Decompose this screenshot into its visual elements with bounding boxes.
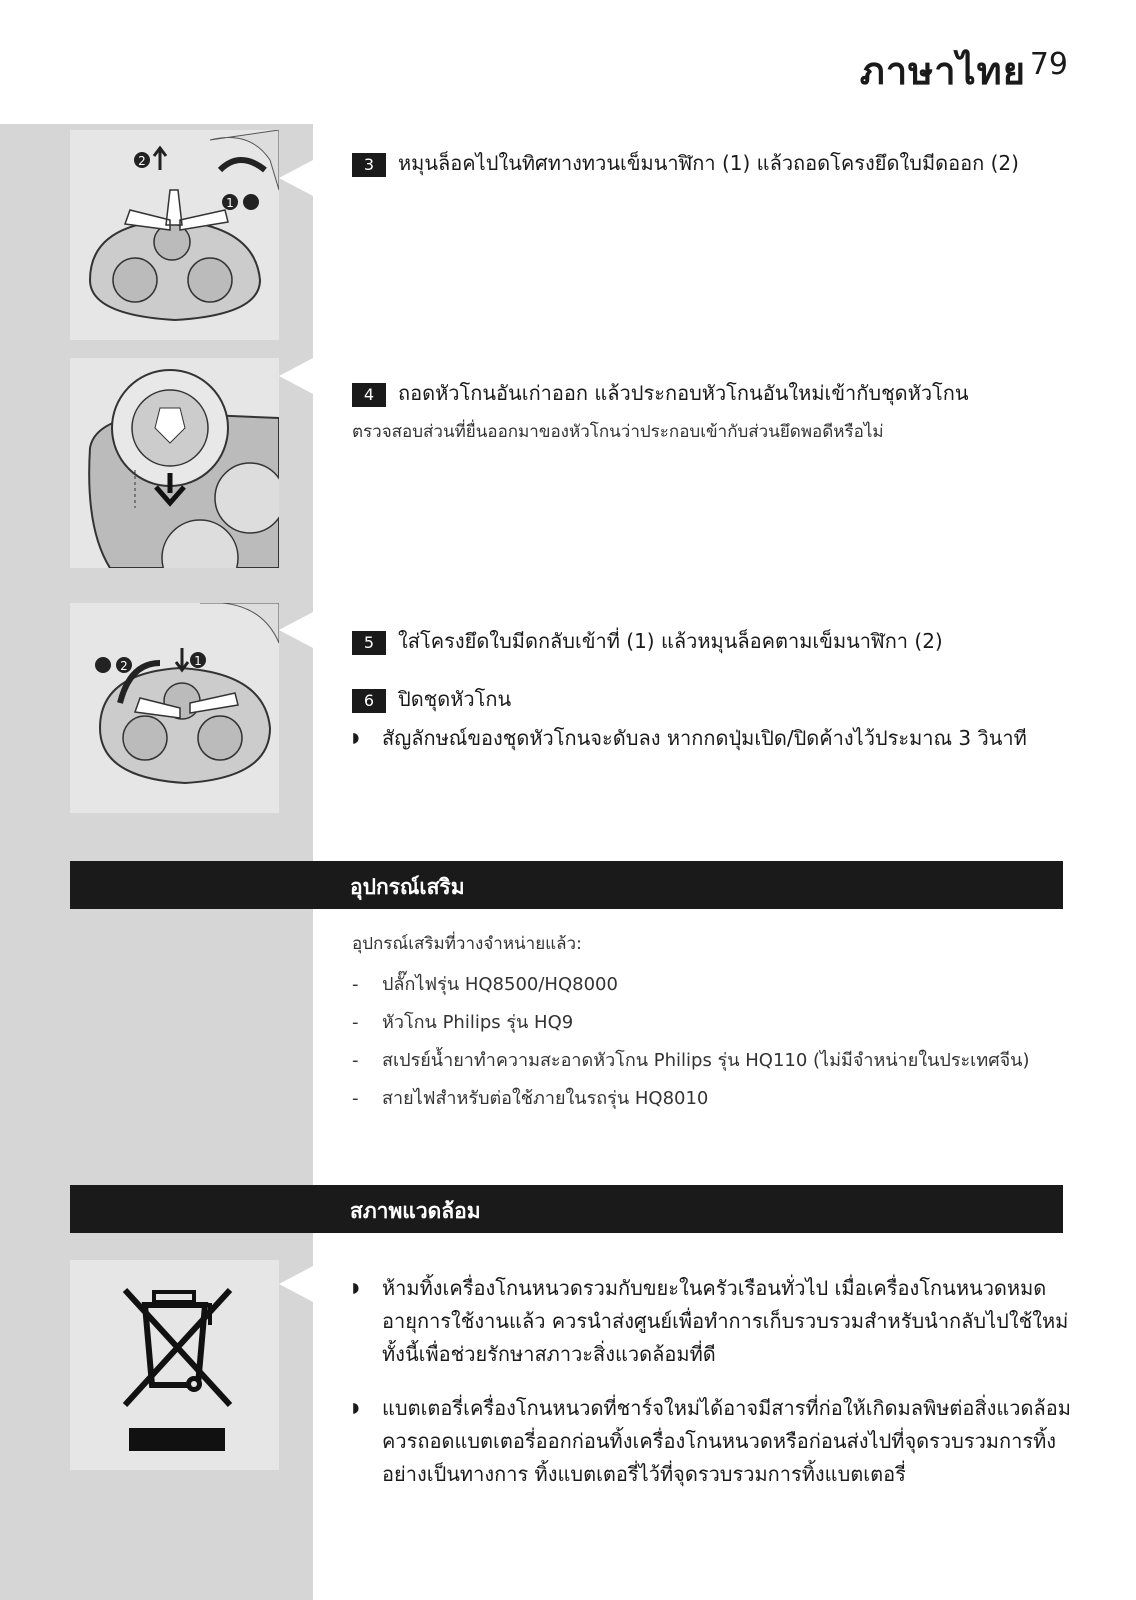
environment-heading-bar	[70, 1185, 1063, 1233]
bullet-icon: ◗	[352, 730, 360, 746]
environment-heading: สภาพแวดล้อม	[350, 1199, 481, 1223]
page-number: 79	[1029, 47, 1068, 82]
lock-icon	[95, 657, 111, 673]
accessories-heading: อุปกรณ์เสริม	[350, 875, 465, 899]
step-3	[352, 148, 1019, 178]
bullet-icon: ◗	[352, 1400, 360, 1416]
pointer-arrow-1	[279, 160, 313, 196]
environment-bullet-2: ◗ แบตเตอรี่เครื่องโกนหนวดที่ชาร์จใหม่ได้อาจมีสารที่ก่อให้เกิดมลพิษต่อสิ่งแวดล้อม ควรถอดแบตเตอรี่ออกก่อนทิ้งเครื่องโกนหนวดหรือก่อนส่งไปที่จุดรวบรวมการทิ้งอย่างเป็นทางการ ทิ้งแบตเตอรี่ไว้ที่จุดรวบรวมการทิ้งแบตเตอรี่	[352, 1392, 1072, 1491]
pointer-arrow-2	[279, 358, 313, 394]
list-item: - สายไฟสำหรับต่อใช้ภายในรถรุ่น HQ8010	[352, 1088, 709, 1109]
label-1: 1	[194, 654, 202, 668]
illustration-replace-head	[70, 358, 279, 568]
step-text: ถอดหัวโกนอันเก่าออก แล้วประกอบหัวโกนอันใหม่เข้ากับชุดหัวโกน	[398, 381, 969, 405]
page-language-title: ภาษาไทย	[859, 49, 1026, 93]
pointer-arrow-3	[279, 612, 313, 648]
crossed-out-bin-icon	[70, 1260, 279, 1470]
list-item: - ปลั๊กไฟรุ่น HQ8500/HQ8000	[352, 974, 618, 995]
bullet-icon: ◗	[352, 1280, 360, 1296]
accessories-list	[352, 966, 1052, 1118]
shaver-head-unlock-illustration	[70, 130, 279, 340]
step-5	[352, 626, 943, 656]
step-4	[352, 378, 969, 408]
label-2: 2	[138, 154, 146, 168]
environment-bullet-1: ◗ ห้ามทิ้งเครื่องโกนหนวดรวมกับขยะในครัวเรือนทั่วไป เมื่อเครื่องโกนหนวดหมดอายุการใช้งานแล้ว ควรนำส่งศูนย์เพื่อทำการเก็บรวบรวมสำหรับนำกลับไปใช้ใหม่ ทั้งนี้เพื่อช่วยรักษาสภาวะสิ่งแวดล้อมที่ดี	[352, 1272, 1072, 1371]
step-4-note: ตรวจสอบส่วนที่ยื่นออกมาของหัวโกนว่าประกอบเข้ากับส่วนยึดพอดีหรือไม่	[352, 422, 884, 442]
step-number: 5	[352, 631, 386, 655]
step-6-result: ◗ สัญลักษณ์ของชุดหัวโกนจะดับลง หากกดปุ่มเปิด/ปิดค้างไว้ประมาณ 3 วินาที	[352, 722, 1072, 755]
list-item: - หัวโกน Philips รุ่น HQ9	[352, 1012, 574, 1033]
illustration-lock-frame	[70, 603, 279, 813]
shaver-head-lock-illustration	[70, 603, 279, 813]
label-1: 1	[226, 196, 234, 210]
unlock-icon	[243, 194, 259, 210]
pointer-arrow-4	[279, 1266, 313, 1302]
step-number: 3	[352, 153, 386, 177]
step-text: ใส่โครงยึดใบมีดกลับเข้าที่ (1) แล้วหมุนล็อคตามเข็มนาฬิกา (2)	[398, 629, 943, 653]
accessories-intro: อุปกรณ์เสริมที่วางจำหน่ายแล้ว:	[352, 934, 582, 954]
weee-symbol-box	[70, 1260, 279, 1470]
shaver-head-replace-illustration	[70, 358, 279, 568]
step-number: 4	[352, 383, 386, 407]
step-number: 6	[352, 689, 386, 713]
label-2: 2	[120, 659, 128, 673]
list-item: - สเปรย์น้ำยาทำความสะอาดหัวโกน Philips รุ่น HQ110 (ไม่มีจำหน่ายในประเทศจีน)	[352, 1050, 1030, 1071]
step-text: ปิดชุดหัวโกน	[398, 687, 512, 711]
illustration-remove-frame	[70, 130, 279, 340]
accessories-heading-bar	[70, 861, 1063, 909]
step-text: หมุนล็อคไปในทิศทางทวนเข็มนาฬิกา (1) แล้วถอดโครงยึดใบมีดออก (2)	[398, 151, 1019, 175]
step-6	[352, 684, 511, 714]
